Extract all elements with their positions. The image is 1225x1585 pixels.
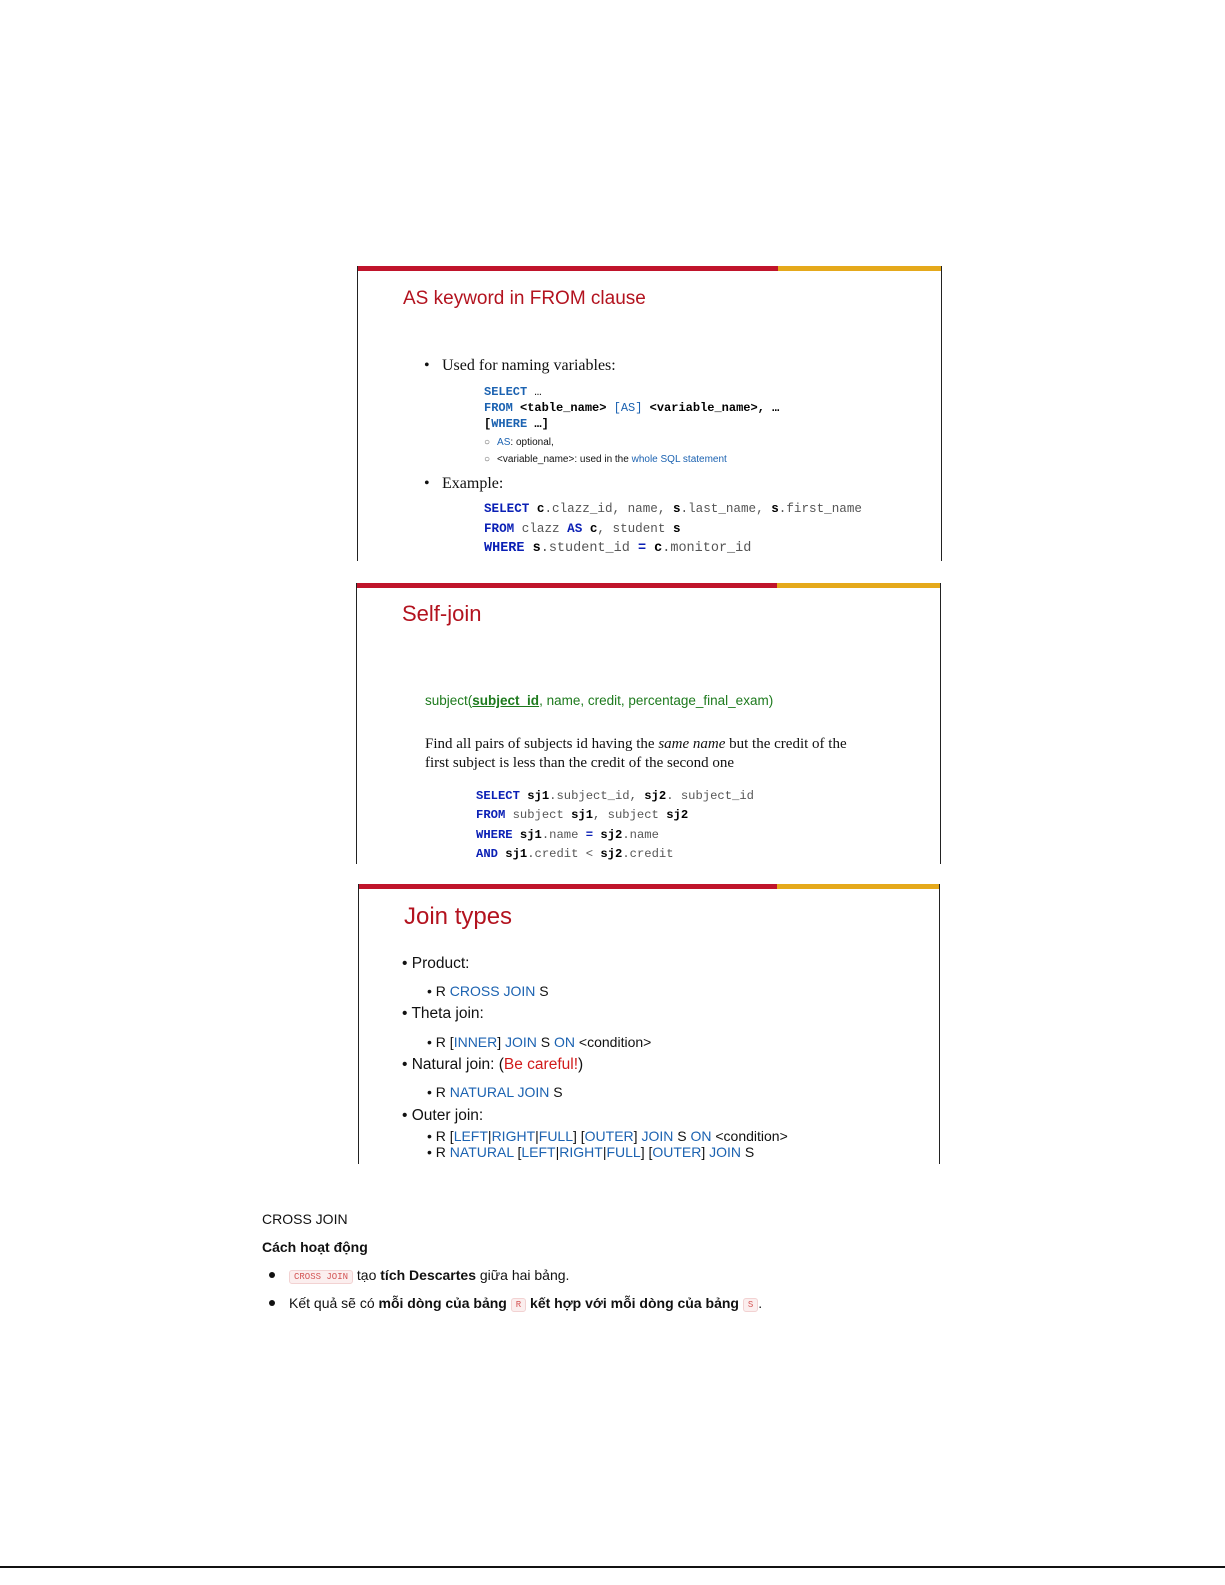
bullet-item: • Example: [424, 475, 504, 492]
page-bottom-divider [0, 1566, 1225, 1568]
question-text: Find all pairs of subjects id having the same name but the credit of the first subject is less than the credit of the second one [425, 736, 847, 771]
syntax-code-block: SELECT … FROM <table_name> [AS] <variable_name>, … [WHERE …] [484, 385, 780, 431]
note-item: ○ AS: optional, [484, 437, 554, 448]
join-syntax-natural: • R NATURAL JOIN S [427, 1084, 563, 1100]
join-syntax-natural-outer: • R NATURAL [LEFT|RIGHT|FULL] [OUTER] JOIN S [427, 1144, 755, 1160]
join-syntax-cross: • R CROSS JOIN S [427, 983, 549, 999]
join-type-outer: • Outer join: [402, 1107, 484, 1124]
inline-code: S [743, 1298, 758, 1312]
slide-header-bar [358, 266, 941, 271]
slide-header-bar [359, 884, 939, 889]
slide-join-types [358, 884, 940, 1164]
join-type-natural: • Natural join: (Be careful!) [402, 1056, 584, 1073]
example-code-block: SELECT c.clazz_id, name, s.last_name, s.first_name FROM clazz AS c, student s WHERE s.student_id = c.monitor_id [484, 502, 862, 556]
join-type-theta: • Theta join: [402, 1005, 484, 1022]
slide-title: AS keyword in FROM clause [403, 288, 646, 309]
section-subheading: Cách hoạt động [262, 1239, 368, 1255]
note-item: ○ <variable_name>: used in the whole SQL statement [484, 454, 727, 465]
list-item: CROSS JOIN tạo tích Descartes giữa hai bảng. [269, 1267, 569, 1284]
inline-code: CROSS JOIN [289, 1270, 353, 1284]
inline-code: R [511, 1298, 526, 1312]
join-syntax-outer: • R [LEFT|RIGHT|FULL] [OUTER] JOIN S ON <condition> [427, 1128, 788, 1144]
join-syntax-theta: • R [INNER] JOIN S ON <condition> [427, 1034, 652, 1050]
slide-as-keyword [357, 266, 942, 561]
bullet-item: • Used for naming variables: [424, 357, 616, 374]
slide-title: Join types [404, 903, 513, 930]
slide-header-bar [357, 583, 940, 588]
section-heading: CROSS JOIN [262, 1211, 348, 1227]
schema-text: subject(subject_id, name, credit, percentage_final_exam) [425, 693, 774, 708]
slide-self-join [356, 583, 941, 864]
join-type-product: • Product: [402, 955, 470, 972]
list-item: Kết quả sẽ có mỗi dòng của bảng R kết hợp với mỗi dòng của bảng S . [269, 1295, 762, 1312]
self-join-code-block: SELECT sj1.subject_id, sj2. subject_id FROM subject sj1, subject sj2 WHERE sj1.name = sj2.name AND sj1.credit < sj2.credit [476, 789, 754, 861]
slide-title: Self-join [402, 601, 482, 626]
